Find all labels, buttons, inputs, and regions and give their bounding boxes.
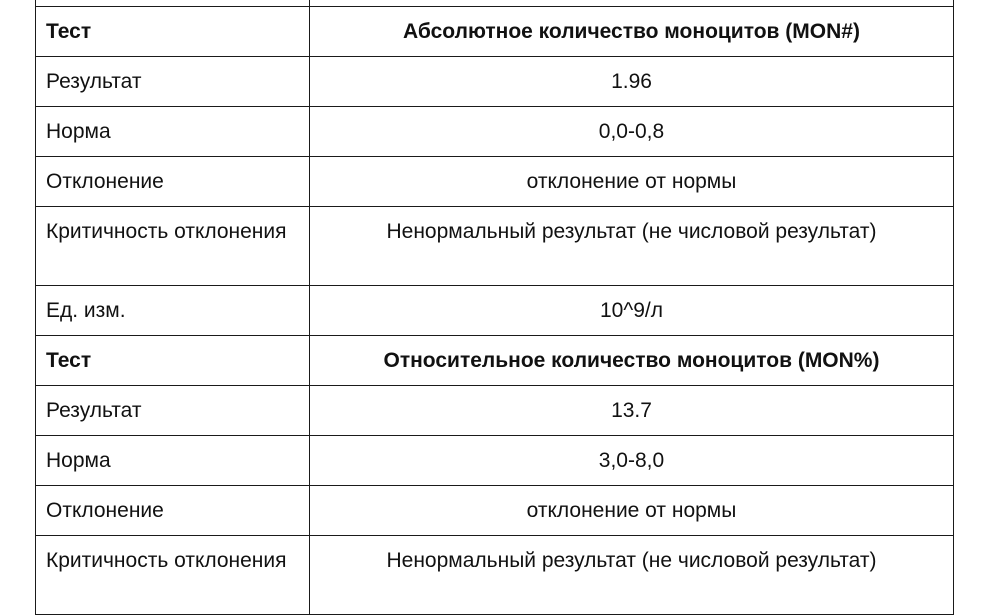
table-row <box>36 157 954 207</box>
row-label: Результат <box>36 386 310 436</box>
row-value: отклонение от нормы <box>310 486 954 536</box>
row-label: Отклонение <box>36 157 310 207</box>
row-value: 3,0-8,0 <box>310 436 954 486</box>
test-header-row <box>36 336 954 386</box>
row-value: Ненормальный результат (не числовой результат) <box>310 207 954 286</box>
row-label: Результат <box>36 57 310 107</box>
table-row <box>36 286 954 336</box>
row-value: Ненормальный результат (не числовой результат) <box>310 536 954 615</box>
table-row <box>36 486 954 536</box>
row-label: Норма <box>36 436 310 486</box>
row-value: 13.7 <box>310 386 954 436</box>
row-label: Критичность отклонения <box>36 536 310 615</box>
test-header-row <box>36 7 954 57</box>
test-label: Тест <box>36 336 310 386</box>
table-row <box>36 386 954 436</box>
row-label: Отклонение <box>36 486 310 536</box>
lab-results-table <box>35 0 954 615</box>
row-value: 1.96 <box>310 57 954 107</box>
table-row <box>36 436 954 486</box>
table-row <box>36 536 954 615</box>
test-name: Абсолютное количество моноцитов (MON#) <box>310 7 954 57</box>
row-value: 0,0-0,8 <box>310 107 954 157</box>
row-label: Норма <box>36 107 310 157</box>
test-name: Относительное количество моноцитов (MON%) <box>310 336 954 386</box>
results-table-container <box>35 0 953 615</box>
table-row <box>36 107 954 157</box>
row-value: отклонение от нормы <box>310 157 954 207</box>
row-label: Ед. изм. <box>36 286 310 336</box>
test-label: Тест <box>36 7 310 57</box>
table-row <box>36 207 954 286</box>
row-value: 10^9/л <box>310 286 954 336</box>
row-label: Критичность отклонения <box>36 207 310 286</box>
table-row <box>36 57 954 107</box>
